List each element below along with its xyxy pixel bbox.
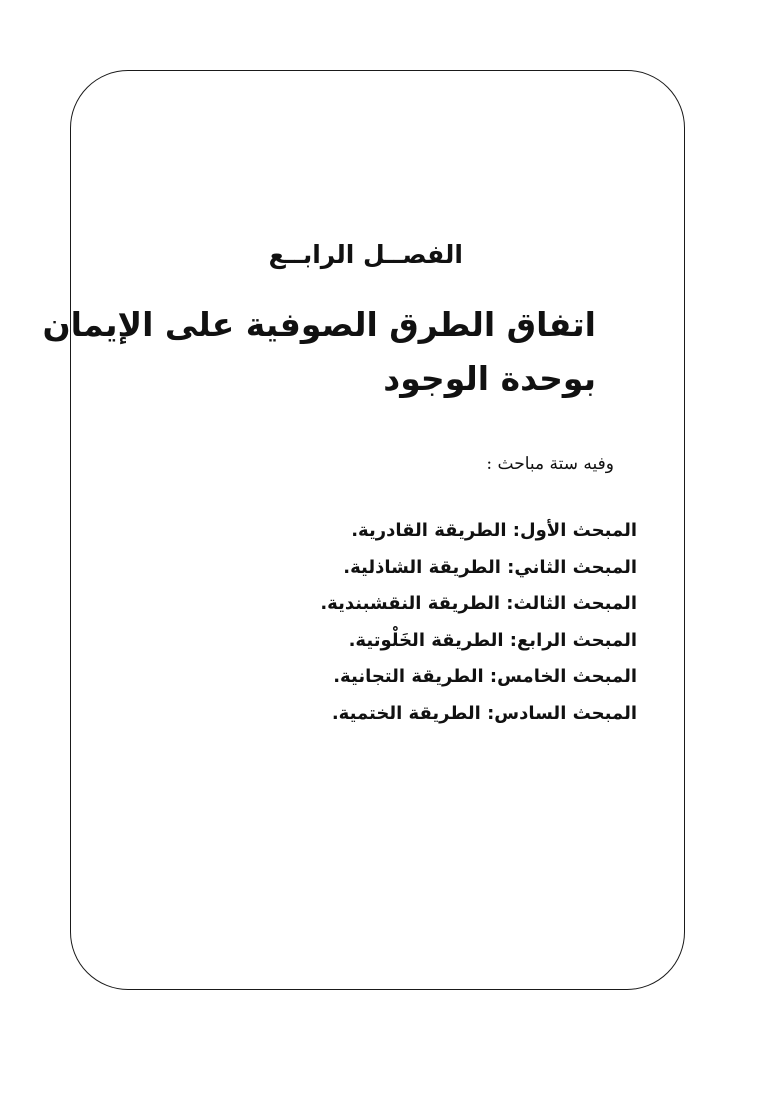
section-item: المبحث الثالث: الطريقة النقشبندية. [320, 593, 637, 614]
section-item: المبحث الثاني: الطريقة الشاذلية. [343, 556, 637, 578]
chapter-label: الفصــل الرابــع [268, 240, 463, 269]
section-item: المبحث الأول: الطريقة القادرية. [351, 520, 637, 541]
chapter-title [42, 298, 596, 406]
section-item: المبحث الرابع: الطريقة الخَلْوتية. [348, 629, 637, 651]
chapter-title-line-2: بوحدة الوجود [383, 359, 596, 398]
section-item: المبحث الخامس: الطريقة التجانية. [333, 666, 637, 687]
chapter-title-line-1: اتفاق الطرق الصوفية على الإيمان [42, 305, 596, 344]
sections-intro: وفيه ستة مباحث : [486, 454, 614, 474]
section-item: المبحث السادس: الطريقة الختمية. [331, 702, 637, 724]
sections-list [200, 513, 637, 732]
